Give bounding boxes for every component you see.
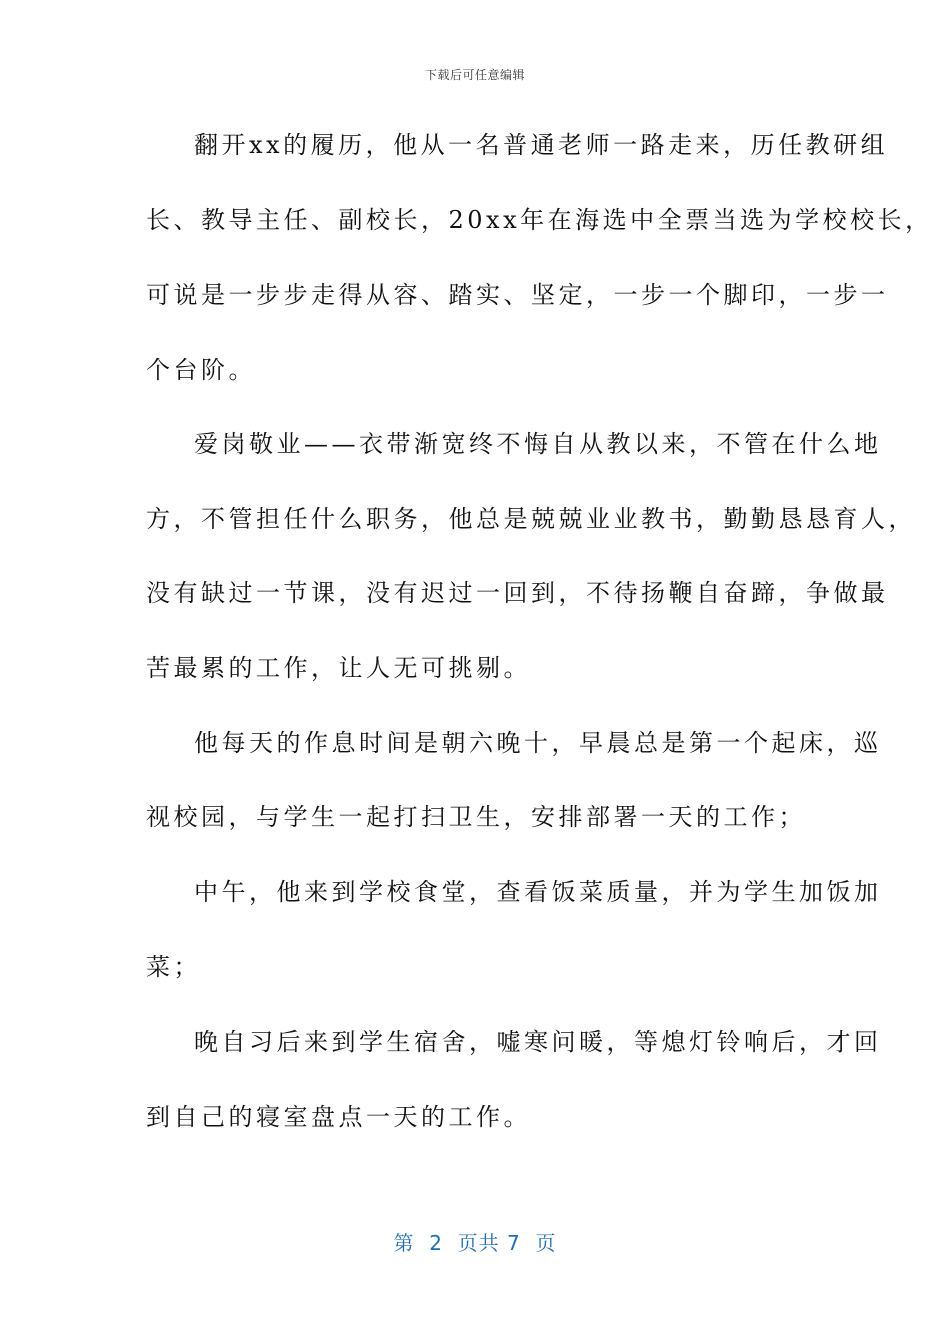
paragraph-line: 个台阶。 [146, 356, 256, 384]
paragraph-line: 苦最累的工作，让人无可挑剔。 [146, 654, 531, 682]
paragraph-line: 中午，他来到学校食堂，查看饭菜质量，并为学生加饭加 [194, 878, 882, 906]
paragraph-line: 爱岗敬业——衣带渐宽终不悔自从教以来，不管在什么地 [194, 430, 882, 458]
page-number: 第 2 页共 7 页 [393, 1231, 557, 1255]
paragraph-line: 方，不管担任什么职务，他总是兢兢业业教书，勤勤恳恳育人， [146, 505, 916, 533]
paragraph-line: 他每天的作息时间是朝六晚十，早晨总是第一个起床，巡 [194, 729, 882, 757]
paragraph-line: 晚自习后来到学生宿舍，嘘寒问暖，等熄灯铃响后，才回 [194, 1028, 882, 1056]
paragraph-line: 可说是一步步走得从容、踏实、坚定，一步一个脚印，一步一 [146, 281, 889, 309]
paragraph-line: 菜； [146, 953, 201, 981]
paragraph-line: 没有缺过一节课，没有迟过一回到，不待扬鞭自奋蹄，争做最 [146, 579, 889, 607]
paragraph-line: 翻开xx的履历，他从一名普通老师一路走来，历任教研组 [194, 131, 889, 159]
paragraph-line: 长、教导主任、副校长，20xx年在海选中全票当选为学校校长， [146, 206, 933, 234]
paragraph-line: 视校园，与学生一起打扫卫生，安排部署一天的工作； [146, 803, 806, 831]
header-note: 下载后可任意编辑 [424, 68, 525, 82]
paragraph-line: 到自己的寝室盘点一天的工作。 [146, 1103, 531, 1131]
